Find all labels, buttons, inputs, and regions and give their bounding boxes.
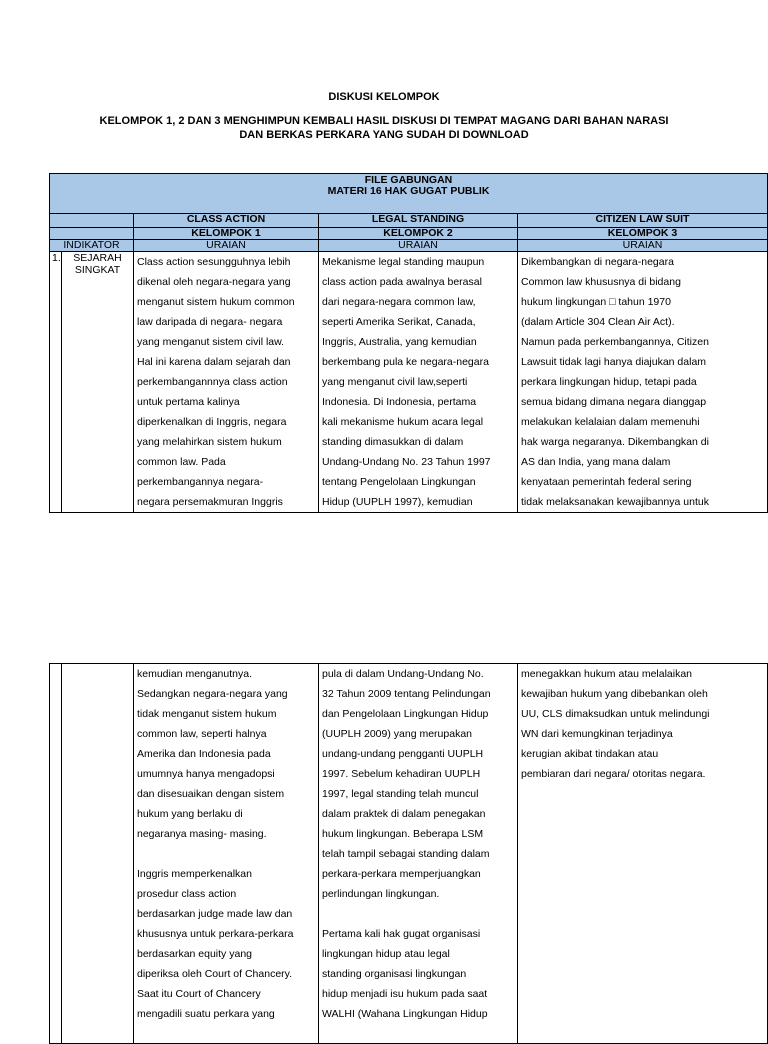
text-line: dan disesuaikan dengan sistem [137, 788, 285, 800]
text-line: hukum lingkungan □ tahun 1970 [521, 296, 671, 308]
text-line: Common law khususnya di bidang [521, 276, 681, 288]
text-line: yang menganut civil law,seperti [322, 376, 468, 388]
document-title: DISKUSI KELOMPOK [328, 91, 440, 103]
empty-header-cell [50, 228, 134, 240]
text-line: semua bidang dimana negara dianggap [521, 396, 707, 408]
text-line: Undang-Undang No. 23 Tahun 1997 [322, 456, 491, 468]
column-sub-1: URAIAN [134, 240, 319, 252]
row-label-sejarah-singkat: SEJARAH SINGKAT [62, 252, 134, 513]
text-line: Hidup (UUPLH 1997), kemudian [322, 496, 473, 508]
text-line: perlindungan lingkungan. [322, 888, 440, 900]
text-line: untuk pertama kalinya [137, 396, 240, 408]
text-line: yang melahirkan sistem hukum [137, 436, 282, 448]
text-line: hukum yang berlaku di [137, 808, 243, 820]
text-line: tidak melaksanakan kewajibannya untuk [521, 496, 709, 508]
text-line: umumnya hanya mengadopsi [137, 768, 275, 780]
text-line: Mekanisme legal standing maupun [322, 256, 485, 268]
column-title-class-action: CLASS ACTION [134, 214, 319, 228]
text-line: kemudian menganutnya. [137, 668, 252, 680]
text-line: diperkenalkan di Inggris, negara [137, 416, 287, 428]
text-line: pembiaran dari negara/ otoritas negara. [521, 768, 706, 780]
text-line: mengadili suatu perkara yang [137, 1008, 275, 1020]
text-line: dan Pengelolaan Lingkungan Hidup [322, 708, 489, 720]
subtitle-line-1: KELOMPOK 1, 2 DAN 3 MENGHIMPUN KEMBALI HASIL DISKUSI DI TEMPAT MAGANG DARI BAHAN NARASI [99, 115, 669, 127]
text-line: Class action sesungguhnya lebih [137, 256, 291, 268]
cell-legal-standing-p2 [319, 664, 518, 1044]
text-line: tentang Pengelolaan Lingkungan [322, 476, 476, 488]
text-line: hukum lingkungan. Beberapa LSM [322, 828, 484, 840]
column-group-2: KELOMPOK 2 [319, 228, 518, 240]
column-sub-3: URAIAN [518, 240, 768, 252]
text-line: kewajiban hukum yang dibebankan oleh [521, 688, 708, 700]
text-line: standing organisasi lingkungan [322, 968, 467, 980]
column-title-citizen-law-suit: CITIZEN LAW SUIT [518, 214, 768, 228]
column-sub-2: URAIAN [319, 240, 518, 252]
text-line: prosedur class action [137, 888, 237, 900]
text-line: dalam praktek di dalam penegakan [322, 808, 486, 820]
text-line: WALHI (Wahana Lingkungan Hidup [322, 1008, 488, 1020]
text-line: menganut sistem hukum common [137, 296, 295, 308]
column-title-legal-standing: LEGAL STANDING [319, 214, 518, 228]
text-line: Hal ini karena dalam sejarah dan [137, 356, 291, 368]
text-line: common law, seperti halnya [137, 728, 267, 740]
header-file-gabungan: FILE GABUNGAN [364, 174, 453, 186]
text-line: Inggris, Australia, yang kemudian [322, 336, 477, 348]
text-line: negaranya masing- masing. [137, 828, 267, 840]
comparison-table-page-1 [49, 173, 768, 513]
text-line: lingkungan hidup atau legal [322, 948, 450, 960]
text-line: berdasarkan equity yang [137, 948, 252, 960]
indikator-label: INDIKATOR [50, 240, 134, 252]
text-line: Saat itu Court of Chancery [137, 988, 261, 1000]
cell-legal-standing-p1 [319, 252, 518, 513]
text-line: common law. Pada [137, 456, 226, 468]
text-line: pula di dalam Undang-Undang No. [322, 668, 484, 680]
text-line: tidak menganut sistem hukum [137, 708, 277, 720]
text-line: Inggris memperkenalkan [137, 868, 252, 880]
subtitle-line-2: DAN BERKAS PERKARA YANG SUDAH DI DOWNLOAD [239, 129, 529, 141]
text-line: kerugian akibat tindakan atau [521, 748, 659, 760]
text-line: kenyataan pemerintah federal sering [521, 476, 692, 488]
text-line: Pertama kali hak gugat organisasi [322, 928, 481, 940]
text-line: AS dan India, yang mana dalam [521, 456, 671, 468]
text-line: standing dimasukkan di dalam [322, 436, 464, 448]
text-line: Dikembangkan di negara-negara [521, 256, 674, 268]
text-line: hidup menjadi isu hukum pada saat [322, 988, 488, 1000]
text-line: (UUPLH 2009) yang merupakan [322, 728, 472, 740]
text-line: undang-undang pengganti UUPLH [322, 748, 484, 760]
text-line: perkara lingkungan hidup, tetapi pada [521, 376, 697, 388]
text-line: Indonesia. Di Indonesia, pertama [322, 396, 477, 408]
text-line: (dalam Article 304 Clean Air Act). [521, 316, 675, 328]
row-label-cell-empty [62, 664, 134, 1044]
text-line: yang menganut sistem civil law. [137, 336, 285, 348]
text-line: class action pada awalnya berasal [322, 276, 482, 288]
text-line: telah tampil sebagai standing dalam [322, 848, 490, 860]
text-line: Lawsuit tidak lagi hanya diajukan dalam [521, 356, 707, 368]
table-main-header [50, 174, 768, 214]
text-line: law daripada di negara- negara [137, 316, 283, 328]
text-line: UU, CLS dimaksudkan untuk melindungi [521, 708, 710, 720]
text-line: perkembangannnya class action [137, 376, 288, 388]
text-line: melakukan kelalaian dalam memenuhi [521, 416, 700, 428]
text-line: WN dari kemungkinan terjadinya [521, 728, 673, 740]
text-line: hak warga negaranya. Dikembangkan di [521, 436, 709, 448]
text-line: berdasarkan judge made law dan [137, 908, 293, 920]
row-number-cell-empty [50, 664, 62, 1044]
text-line: 1997, legal standing telah muncul [322, 788, 479, 800]
cell-citizen-law-suit-p1 [518, 252, 768, 513]
text-line: dari negara-negara common law, [322, 296, 476, 308]
text-line: perkembangannya negara- [137, 476, 264, 488]
text-line: dikenal oleh negara-negara yang [137, 276, 291, 288]
document-subtitle [60, 114, 708, 142]
comparison-table-page-2 [49, 663, 768, 1044]
text-line: negara persemakmuran Inggris [137, 496, 283, 508]
text-line: Amerika dan Indonesia pada [137, 748, 271, 760]
text-line: perkara-perkara memperjuangkan [322, 868, 481, 880]
column-group-1: KELOMPOK 1 [134, 228, 319, 240]
column-group-3: KELOMPOK 3 [518, 228, 768, 240]
text-line: khususnya untuk perkara-perkara [137, 928, 294, 940]
text-line: Namun pada perkembangannya, Citizen [521, 336, 709, 348]
cell-class-action-p2 [134, 664, 319, 1044]
text-line: kali mekanisme hukum acara legal [322, 416, 484, 428]
text-line: seperti Amerika Serikat, Canada, [322, 316, 476, 328]
cell-class-action-p1 [134, 252, 319, 513]
empty-header-cell [50, 214, 134, 228]
header-materi: MATERI 16 HAK GUGAT PUBLIK [327, 185, 490, 197]
text-line: berkembang pula ke negara-negara [322, 356, 489, 368]
row-number: 1. [50, 252, 62, 513]
text-line: menegakkan hukum atau melalaikan [521, 668, 693, 680]
text-line: 1997. Sebelum kehadiran UUPLH [322, 768, 481, 780]
text-line: Sedangkan negara-negara yang [137, 688, 288, 700]
text-line: diperiksa oleh Court of Chancery. [137, 968, 293, 980]
cell-citizen-law-suit-p2 [518, 664, 768, 1044]
text-line: 32 Tahun 2009 tentang Pelindungan [322, 688, 491, 700]
